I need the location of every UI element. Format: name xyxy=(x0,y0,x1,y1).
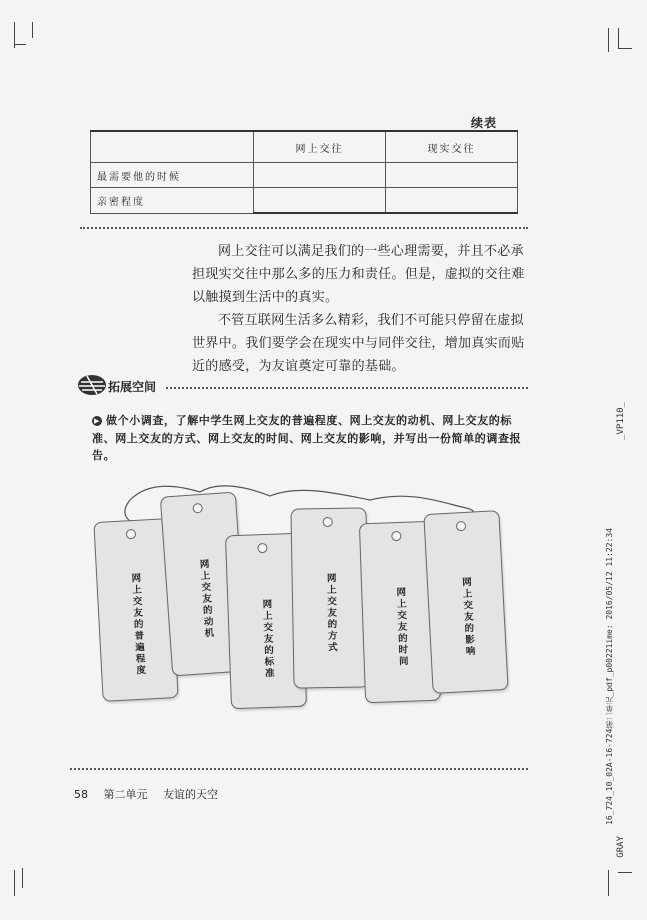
page-footer xyxy=(74,786,230,802)
tag-card xyxy=(290,507,369,688)
table-cell xyxy=(254,188,386,214)
table-caption: 续表 xyxy=(471,116,498,130)
crop-mark xyxy=(14,870,15,896)
tag-label: 网上交友的标准 xyxy=(260,598,275,680)
body-paragraph: 网上交往可以满足我们的一些心理需要，并且不必承担现实交往中那么多的压力和责任。但是，虚拟的交往难以触摸到生活中的真实。 xyxy=(192,244,525,305)
globe-icon xyxy=(76,373,108,397)
divider xyxy=(166,387,528,389)
crop-mark xyxy=(618,48,632,49)
tag-label: 网上交友的动机 xyxy=(197,558,214,640)
table-header-cell: 现实交往 xyxy=(386,131,518,163)
tag-card xyxy=(423,510,508,694)
tag-label: 网上交友的普遍程度 xyxy=(129,572,146,677)
section-title: 拓展空间 xyxy=(108,380,157,394)
comparison-table xyxy=(90,130,518,214)
divider xyxy=(80,227,528,229)
crop-mark xyxy=(32,22,33,38)
play-icon: ▶ xyxy=(92,416,102,426)
task-text xyxy=(92,412,532,465)
table-header-cell: 网上交往 xyxy=(254,131,386,163)
tag-label: 网上交友的时间 xyxy=(394,586,408,668)
tag-hole xyxy=(192,503,203,514)
table-row-label: 亲密程度 xyxy=(91,188,254,214)
unit-label: 第二单元 xyxy=(103,788,148,801)
unit-title: 友谊的天空 xyxy=(163,788,218,801)
table-row xyxy=(91,163,518,188)
tag-hole xyxy=(456,521,467,532)
table-cell xyxy=(386,163,518,188)
crop-mark xyxy=(22,868,23,888)
table-row-label: 最需要他的时候 xyxy=(91,163,254,188)
tag-hole xyxy=(323,517,333,527)
tag-hole xyxy=(126,529,137,540)
table-header-cell xyxy=(91,131,254,163)
table-cell xyxy=(386,188,518,214)
body-paragraph: 不管互联网生活多么精彩，我们不可能只停留在虚拟世界中。我们要学会在现实中与同伴交往，增加真实而贴近的感受，为友谊奠定可靠的基础。 xyxy=(192,313,525,374)
page-number: 58 xyxy=(74,788,88,801)
table-row xyxy=(91,188,518,214)
tag-label: 网上交友的影响 xyxy=(459,576,475,658)
crop-mark xyxy=(608,870,609,896)
crop-mark xyxy=(618,872,632,873)
table-cell xyxy=(254,163,386,188)
crop-mark xyxy=(618,28,619,48)
side-mark-top: _VP110_ xyxy=(616,402,626,440)
tag-hole xyxy=(391,531,401,541)
table-header-row xyxy=(91,131,518,163)
side-mark-gray: GRAY xyxy=(616,836,626,858)
tag-hole xyxy=(257,543,267,553)
side-mark-bottom: 16_724_10_02A-16-724第二单元_pdf_p00221ime: 2016/05/12 11:22:34 xyxy=(605,528,614,825)
crop-mark xyxy=(14,44,26,45)
divider xyxy=(70,768,528,770)
task-description: 做个小调查，了解中学生网上交友的普遍程度、网上交友的动机、网上交友的标准、网上交友的方式、网上交友的时间、网上交友的影响，并写出一份简单的调查报告。 xyxy=(92,414,522,462)
crop-mark xyxy=(608,28,609,52)
tag-label: 网上交友的方式 xyxy=(324,572,337,654)
